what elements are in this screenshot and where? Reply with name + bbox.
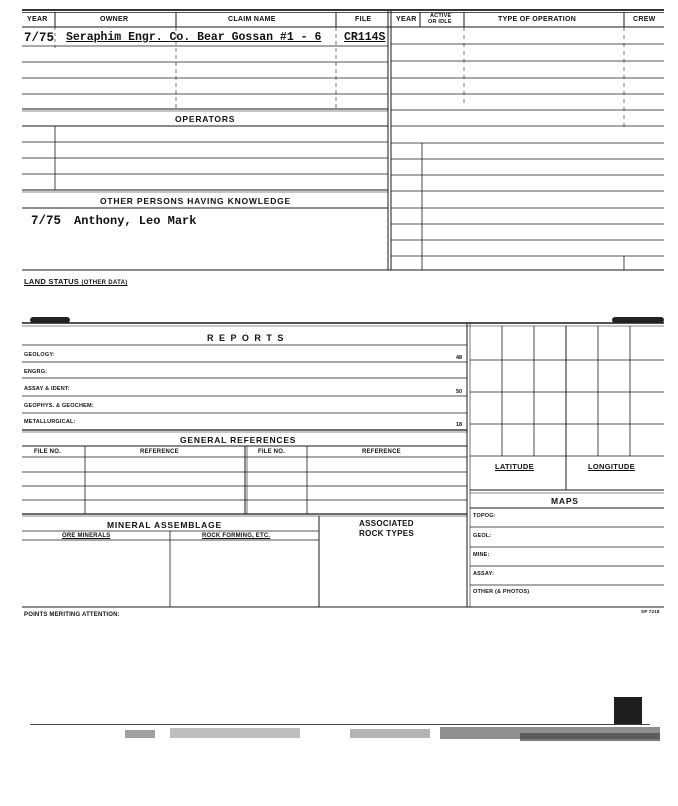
maps-other: OTHER (& PHOTOS) [473, 589, 530, 595]
other-persons-year: 7/75 [31, 214, 62, 228]
header-crew: CREW [633, 16, 656, 23]
ore-minerals-label: ORE MINERALS [62, 533, 111, 539]
header-active: ACTIVE [430, 13, 452, 19]
gr-file-no-2: FILE NO. [258, 449, 285, 455]
claim-entry-owner-claim: Seraphim Engr. Co. Bear Gossan #1 - 6 [66, 31, 322, 44]
longitude-label: LONGITUDE [588, 462, 635, 471]
mineral-assemblage-title: MINERAL ASSEMBLAGE [107, 520, 222, 530]
header-file: FILE [355, 16, 372, 23]
associated-line-2: ROCK TYPES [359, 529, 415, 538]
report-geology-label: GEOLOGY: [24, 352, 55, 358]
header-claim-name: CLAIM NAME [228, 16, 276, 23]
report-geophys-label: GEOPHYS. & GEOCHEM: [24, 403, 94, 409]
latitude-label: LATITUDE [495, 462, 534, 471]
header-or-idle: OR IDLE [428, 19, 452, 25]
report-geology-num: 48 [456, 355, 463, 361]
gr-reference: REFERENCE [140, 449, 179, 455]
maps-geol: GEOL: [473, 533, 492, 539]
report-assay-num: 50 [456, 389, 463, 395]
report-assay-label: ASSAY & IDENT: [24, 386, 70, 392]
rock-forming-label: ROCK FORMING, ETC. [202, 533, 271, 539]
points-meriting-attention: POINTS MERITING ATTENTION: [24, 612, 120, 618]
general-references-title: GENERAL REFERENCES [180, 435, 297, 445]
report-metallurgical-num: 18 [456, 422, 463, 428]
header-year-2: YEAR [396, 16, 417, 23]
maps-topog: TOPOG: [473, 513, 496, 519]
reports-title: R E P O R T S [207, 333, 285, 343]
header-owner: OWNER [100, 16, 129, 23]
maps-mine: MINE: [473, 552, 490, 558]
gr-file-no: FILE NO. [34, 449, 61, 455]
land-status-sub: (OTHER DATA) [81, 280, 128, 286]
form-code: SP 7218 [641, 609, 660, 614]
claim-entry-year: 7/75 [24, 31, 55, 45]
other-persons-title: OTHER PERSONS HAVING KNOWLEDGE [100, 196, 292, 206]
header-year: YEAR [27, 16, 48, 23]
header-type-of-operation: TYPE OF OPERATION [498, 16, 577, 23]
other-persons-name: Anthony, Leo Mark [74, 214, 197, 228]
land-status-title: LAND STATUS [24, 277, 80, 286]
associated-line-1: ASSOCIATED [359, 519, 414, 528]
maps-assay: ASSAY: [473, 571, 495, 577]
report-engrg-label: ENGRG: [24, 369, 48, 375]
operators-title: OPERATORS [175, 114, 236, 124]
report-metallurgical-label: METALLURGICAL: [24, 419, 76, 425]
gr-reference-2: REFERENCE [362, 449, 401, 455]
maps-title: MAPS [551, 496, 579, 506]
land-status-label [24, 277, 128, 286]
claim-entry-file: CR114S [344, 31, 386, 44]
